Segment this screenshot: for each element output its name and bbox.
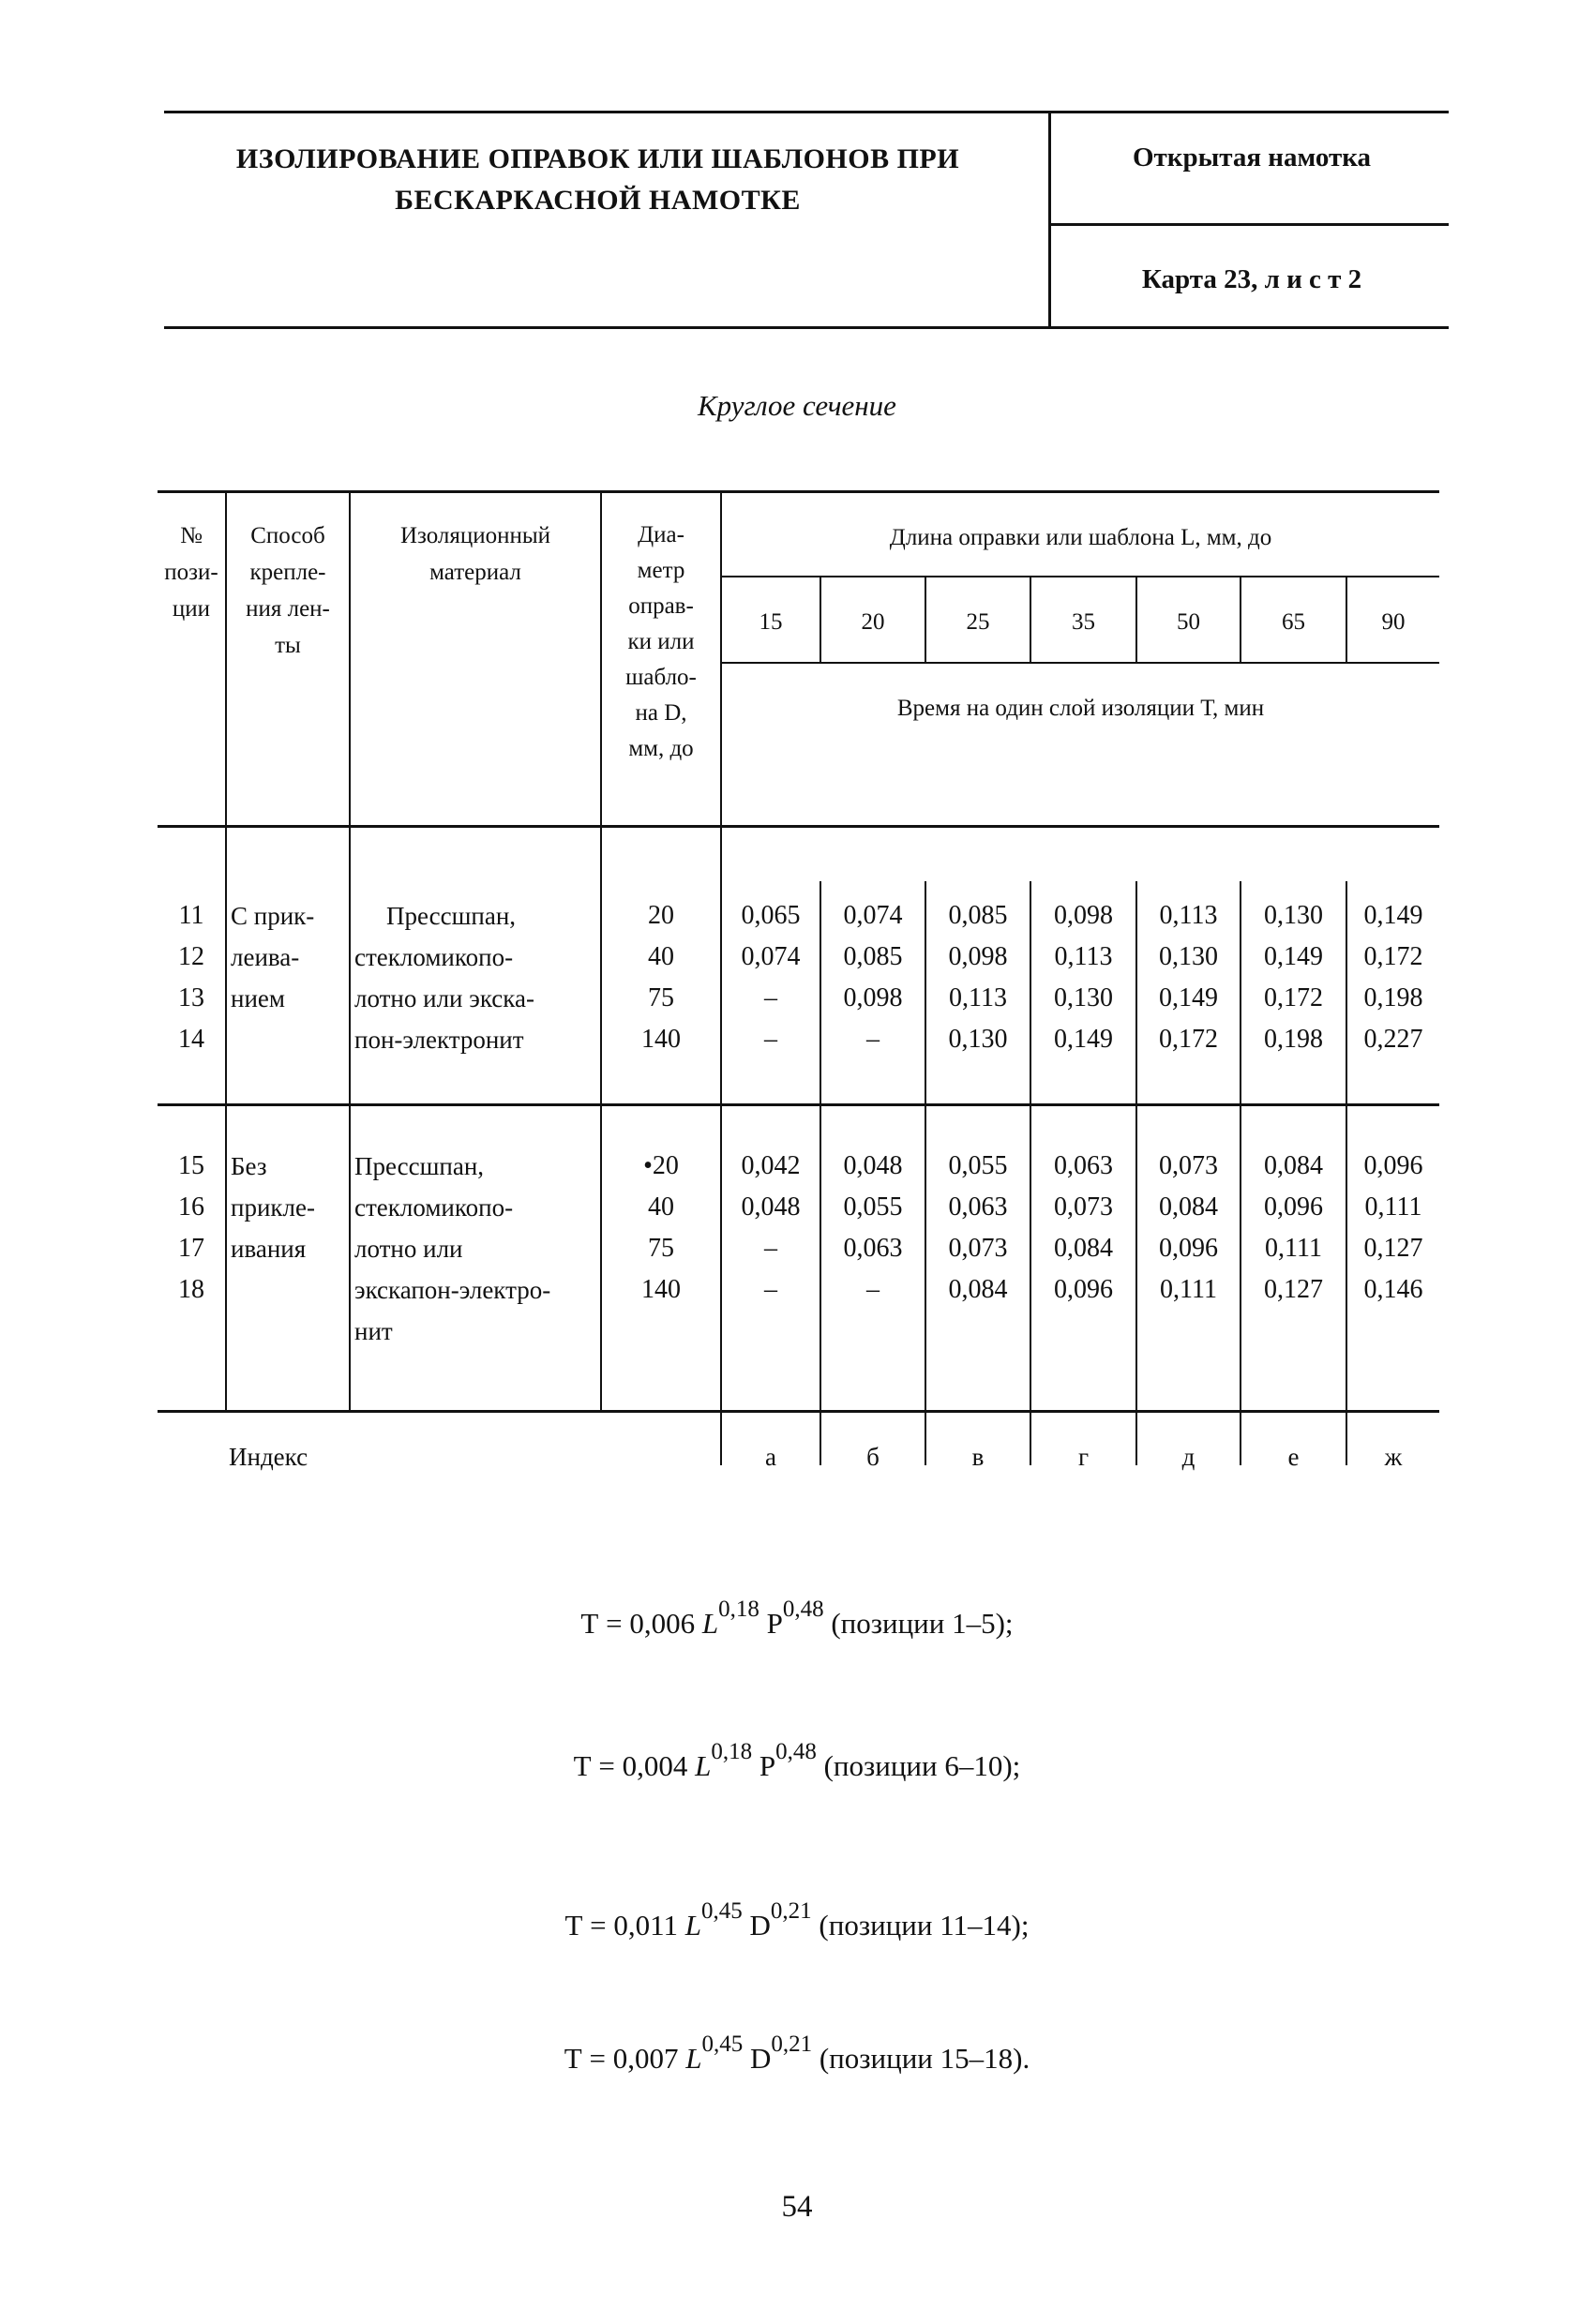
group2-row-16 <box>0 1187 1594 1228</box>
value-cell: 0,048 <box>741 1192 801 1222</box>
index-letter: е <box>1287 1443 1300 1471</box>
value-cell: 0,130 <box>1264 901 1323 930</box>
time-header-rule <box>720 662 1439 664</box>
value-cell: 0,198 <box>1264 1025 1323 1054</box>
value-cell: – <box>866 1275 880 1304</box>
value-cell: 0,149 <box>1054 1025 1113 1054</box>
index-letter: а <box>765 1443 776 1471</box>
header-right-rule <box>1048 223 1449 226</box>
value-cell: 0,048 <box>843 1151 903 1180</box>
index-letter: г <box>1077 1443 1090 1471</box>
value-cell: 0,084 <box>948 1275 1008 1304</box>
card-sheet-number: Карта 23, л и с т 2 <box>1141 264 1362 294</box>
formula-positions-1-5: Т = 0,006 L$^{0,18}$ P$^{0,48}$ (позиции 1–5); <box>580 1597 1014 1640</box>
value-cell: 0,111 <box>1160 1275 1217 1304</box>
value-cell: 0,227 <box>1363 1025 1423 1054</box>
value-cell: 0,096 <box>1159 1234 1218 1263</box>
col-header-time-group: Время на один слой изоляции Т, мин <box>896 696 1265 721</box>
index-letters-row <box>0 1436 1594 1477</box>
value-cell: 0,098 <box>948 942 1008 971</box>
length-90: 90 <box>1381 609 1406 635</box>
value-cell: 0,073 <box>1054 1192 1113 1222</box>
value-cell: 0,172 <box>1363 942 1423 971</box>
value-cell: 0,063 <box>843 1234 903 1263</box>
group1-method: С прик- леива- нием <box>231 902 315 1012</box>
group1-row-14 <box>0 1019 1594 1060</box>
value-cell: 0,055 <box>843 1192 903 1222</box>
value-cell: 0,063 <box>1054 1151 1113 1180</box>
col-header-method: Способ крепле- ния лен- ты <box>246 523 330 658</box>
value-cell: 0,085 <box>843 942 903 971</box>
value-cell: 0,113 <box>949 983 1007 1012</box>
value-cell: 0,130 <box>1159 942 1218 971</box>
col-header-material: Изоляционный материал <box>399 523 551 585</box>
group1-row-12 <box>0 937 1594 978</box>
value-cell: 0,084 <box>1264 1151 1323 1180</box>
value-cell: 0,084 <box>1159 1192 1218 1222</box>
value-cell: 0,096 <box>1363 1151 1423 1180</box>
group2-row-18 <box>0 1269 1594 1311</box>
value-cell: 0,074 <box>741 942 801 971</box>
table-bottom-rule <box>158 1410 1439 1413</box>
winding-category: Открытая намотка <box>1132 142 1372 172</box>
value-cell: 0,111 <box>1265 1234 1322 1263</box>
group2-method: Без прикле- ивания <box>231 1152 315 1263</box>
group1-positions: 11 12 13 14 <box>178 901 204 1054</box>
length-20: 20 <box>861 609 885 635</box>
length-25: 25 <box>966 609 990 635</box>
length-15: 15 <box>759 609 783 635</box>
value-cell: 0,113 <box>1159 901 1218 930</box>
formula-positions-11-14: Т = 0,011 L$^{0,45}$ D$^{0,21}$ (позиции 11–14); <box>564 1898 1030 1942</box>
group1-row-13 <box>0 978 1594 1019</box>
value-cell: 0,172 <box>1159 1025 1218 1054</box>
value-cell: 0,113 <box>1054 942 1113 971</box>
value-cell: – <box>764 1025 777 1054</box>
value-cell: 0,149 <box>1264 942 1323 971</box>
length-header-rule <box>720 576 1439 577</box>
formula-positions-6-10: Т = 0,004 L$^{0,18}$ P$^{0,48}$ (позиции 6–10); <box>573 1739 1021 1782</box>
length-values-row <box>0 604 1594 641</box>
length-65: 65 <box>1282 609 1305 635</box>
group1-material: Прессшпан, стекломикопо- лотно или экска- пон-электронит <box>354 902 534 1054</box>
value-cell: 0,127 <box>1363 1234 1423 1263</box>
length-35: 35 <box>1072 609 1095 635</box>
formula-positions-15-18: Т = 0,007 L$^{0,45}$ D$^{0,21}$ (позиции 15–18). <box>564 2032 1030 2075</box>
group1-row-11 <box>0 895 1594 937</box>
value-cell: – <box>866 1025 880 1054</box>
group2-row-15 <box>0 1146 1594 1187</box>
value-cell: 0,149 <box>1159 983 1218 1012</box>
value-cell: 0,085 <box>948 901 1008 930</box>
col-header-diameter: Диа- метр оправ- ки или шабло- на D, мм, до <box>625 522 697 761</box>
document-title-line2: БЕСКАРКАСНОЙ НАМОТКЕ <box>395 185 801 216</box>
value-cell: 0,198 <box>1363 983 1423 1012</box>
value-cell: 0,084 <box>1054 1234 1113 1263</box>
length-50: 50 <box>1177 609 1200 635</box>
value-cell: 0,127 <box>1264 1275 1323 1304</box>
value-cell: 0,055 <box>948 1151 1008 1180</box>
value-cell: 0,096 <box>1264 1192 1323 1222</box>
col-header-length-group: Длина оправки или шаблона L, мм, до <box>889 525 1272 550</box>
value-cell: – <box>764 1234 777 1263</box>
value-cell: 0,149 <box>1363 901 1423 930</box>
col-header-position: № пози- ции <box>164 523 218 622</box>
section-subtitle: Круглое сечение <box>698 389 896 422</box>
header-divider <box>1048 111 1051 326</box>
value-cell: 0,073 <box>1159 1151 1218 1180</box>
value-cell: – <box>764 983 777 1012</box>
value-cell: 0,111 <box>1364 1192 1422 1222</box>
group2-diameters: •20 40 75 140 <box>641 1151 681 1304</box>
index-label: Индекс <box>229 1443 308 1471</box>
index-letter: д <box>1181 1443 1196 1471</box>
group1-diameters: 20 40 75 140 <box>641 901 681 1054</box>
index-letter: ж <box>1384 1443 1403 1471</box>
value-cell: 0,130 <box>1054 983 1113 1012</box>
value-cell: 0,096 <box>1054 1275 1113 1304</box>
value-cell: 0,098 <box>1054 901 1113 930</box>
value-cell: 0,042 <box>741 1151 801 1180</box>
index-letter: в <box>971 1443 985 1471</box>
value-cell: – <box>764 1275 777 1304</box>
value-cell: 0,073 <box>948 1234 1008 1263</box>
document-title <box>164 139 1031 221</box>
index-letter: б <box>866 1443 880 1471</box>
group2-positions: 15 16 17 18 <box>178 1151 204 1304</box>
header-bottom-rule <box>164 326 1449 329</box>
document-title-line1: ИЗОЛИРОВАНИЕ ОПРАВОК ИЛИ ШАБЛОНОВ ПРИ <box>235 143 960 174</box>
header-top-rule <box>164 111 1449 113</box>
value-cell: 0,065 <box>741 901 801 930</box>
value-cell: 0,146 <box>1363 1275 1423 1304</box>
value-cell: 0,074 <box>843 901 903 930</box>
group2-material: Прессшпан, стекломикопо- лотно или экскапон-электро- нит <box>354 1152 551 1345</box>
group2-row-17 <box>0 1228 1594 1269</box>
value-cell: 0,098 <box>843 983 903 1012</box>
page-number: 54 <box>781 2190 813 2224</box>
value-cell: 0,172 <box>1264 983 1323 1012</box>
value-cell: 0,063 <box>948 1192 1008 1222</box>
value-cell: 0,130 <box>948 1025 1008 1054</box>
